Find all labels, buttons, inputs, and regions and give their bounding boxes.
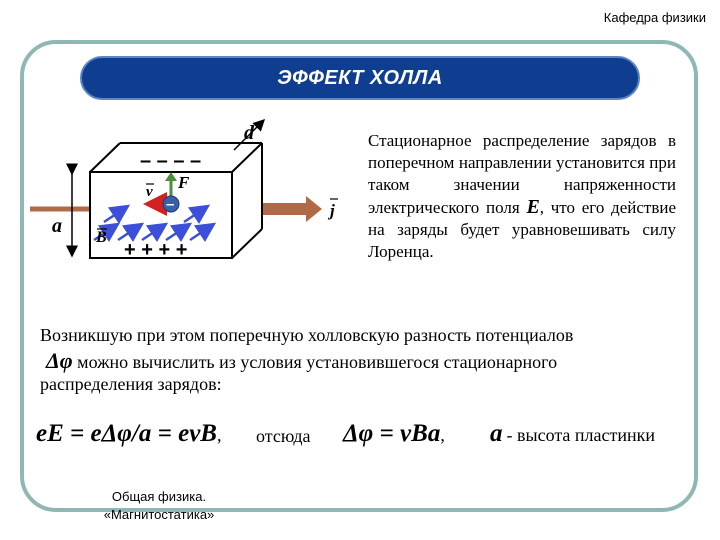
footer-line-2: «Магнитостатика» bbox=[103, 507, 215, 522]
height-description: - высота пластинки bbox=[506, 425, 656, 445]
formula-result-wrap bbox=[343, 420, 445, 448]
positive-charges: + + + + bbox=[124, 239, 188, 261]
electron-sign: – bbox=[166, 196, 175, 213]
negative-charges: – – – – bbox=[140, 150, 202, 172]
formula-comma-1: , bbox=[216, 425, 222, 445]
label-v: v bbox=[146, 184, 153, 200]
slide-title: ЭФФЕКТ ХОЛЛА bbox=[277, 66, 443, 89]
symbol-E: E bbox=[526, 196, 540, 218]
footer-line-1: Общая физика. bbox=[111, 489, 207, 504]
height-note bbox=[490, 420, 655, 448]
formula-main: eE = eΔφ/a = evB bbox=[36, 420, 217, 447]
paragraph-text-1: Стационарное распределение зарядов в поперечном направлении установится при таком значении напряженности электрического поля bbox=[368, 131, 676, 217]
hence-text: отсюда bbox=[256, 426, 311, 446]
magnetic-field-lines bbox=[94, 206, 214, 240]
current-out-arrow bbox=[262, 196, 322, 222]
body-line-1: Возникшую при этом поперечную холловскую разность потенциалов bbox=[40, 325, 574, 345]
formula-result: Δφ = vBa bbox=[343, 420, 441, 447]
label-a: a bbox=[52, 215, 62, 237]
equation-row bbox=[36, 420, 221, 448]
paragraph-text-2: , что его действие на заряды будет уравновешивать силу Лоренца. bbox=[368, 198, 676, 261]
label-j: j bbox=[330, 201, 335, 220]
explanation-paragraph bbox=[368, 130, 676, 263]
label-B: B bbox=[96, 229, 107, 246]
delta-phi-symbol: Δφ bbox=[46, 348, 73, 373]
body-line-2-wrap bbox=[46, 348, 557, 374]
label-F: F bbox=[178, 173, 190, 192]
formula-comma-2: , bbox=[440, 425, 445, 445]
hence-text-wrap bbox=[256, 426, 311, 447]
body-line-3: распределения зарядов: bbox=[40, 374, 222, 394]
department-label: Кафедра физики bbox=[603, 10, 706, 25]
body-line-2: можно вычислить из условия установившегося стационарного bbox=[77, 352, 558, 372]
footer-course bbox=[84, 488, 234, 524]
a-symbol: a bbox=[490, 420, 503, 447]
label-d: d bbox=[244, 122, 254, 144]
